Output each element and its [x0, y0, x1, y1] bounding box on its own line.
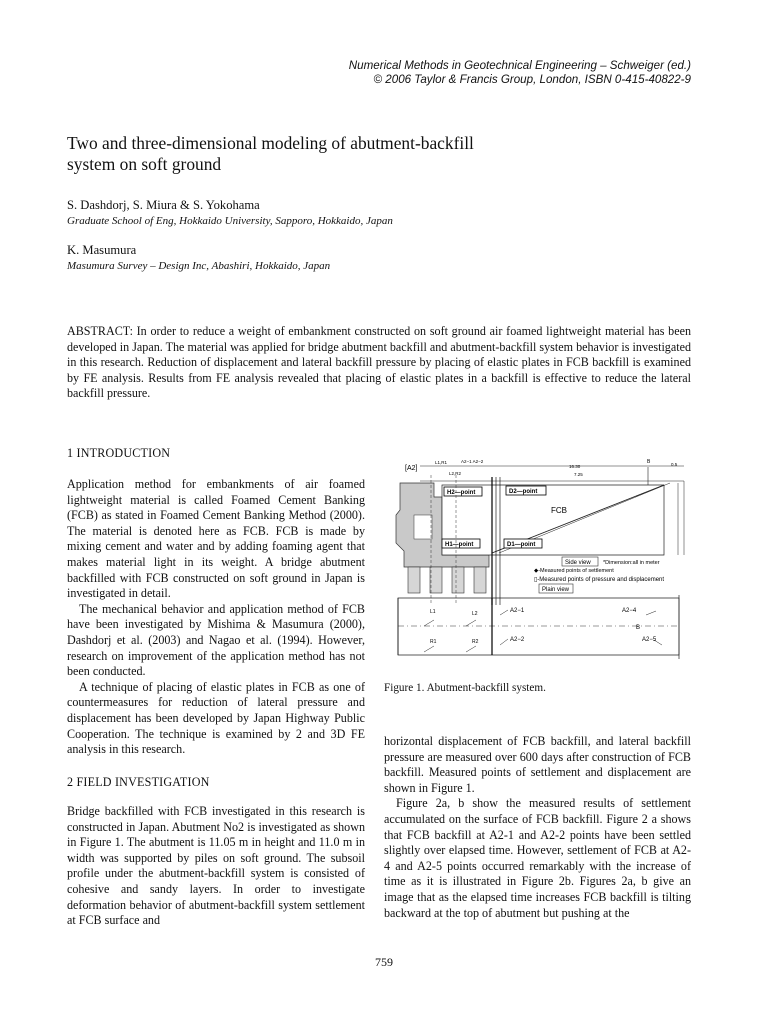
- label-r1: R1: [430, 639, 437, 645]
- author-names-2: K. Masumura: [67, 243, 137, 257]
- label-dim-1630: 16.30: [569, 464, 581, 469]
- intro-paragraph-3: A technique of placing of elastic plates in FCB as one of countermeasures for reduction of lateral pressure and displacement has been developed by Japan Highway Public Cooperation. The technique is examined by 2 and 3D FE analysis in this research.: [67, 679, 365, 757]
- label-r2: R2: [472, 639, 479, 645]
- author-affiliation-2: Masumura Survey – Design Inc, Abashiri, Hokkaido, Japan: [67, 260, 331, 272]
- author-affiliation-1: Graduate School of Eng, Hokkaido University, Sapporo, Hokkaido, Japan: [67, 215, 393, 227]
- label-side-view: Side view: [565, 560, 591, 566]
- label-h1-point: H1—point: [445, 542, 474, 548]
- field-investigation-body: [67, 804, 365, 929]
- label-h2-point: H2—point: [447, 490, 476, 496]
- right-paragraph-1: horizontal displacement of FCB backfill, and lateral backfill pressure are measured over 600 days after construction of FCB backfill. Measured points of settlement and displacement are shown in Figure 1.: [384, 734, 691, 795]
- label-legend-settlement: ◆-Measured points of settlement: [534, 568, 614, 574]
- title-line-1: Two and three-dimensional modeling of abutment-backfill: [67, 133, 474, 153]
- section-heading-field-investigation: 2 FIELD INVESTIGATION: [67, 775, 210, 789]
- abstract: ABSTRACT: In order to reduce a weight of embankment constructed on soft ground air foamed lightweight material has been developed in Japan. The material was applied for bridge abutment backfill and abutment-backfill system behavior is investigated in this research. Reduction of displacement and lateral backfill pressure by placing of elastic plates in FCB backfill is examined by FE analysis. Results from FE analysis revealed that placing of elastic plates in a backfill is effective to reduce the lateral backfill pressure.: [67, 324, 691, 401]
- page-number: 759: [375, 955, 393, 969]
- label-l1: L1: [430, 609, 436, 615]
- label-a2-2: A2−2: [510, 637, 525, 643]
- label-legend-pressure: ▯-Measured points of pressure and displacement: [534, 577, 665, 583]
- label-a2-5: A2−5: [642, 637, 657, 643]
- intro-paragraph-2: The mechanical behavior and application method of FCB have been investigated by Mishima & Masumura (2000), Dashdorj et al. (2003) and Nagao et al. (1994). However, research on improvement of the application method has not been conducted.: [67, 601, 365, 679]
- label-dim-725: 7.25: [574, 472, 583, 477]
- section-heading-introduction: 1 INTRODUCTION: [67, 446, 171, 460]
- title-line-2: system on soft ground: [67, 154, 222, 174]
- label-a2-1: A2−1: [510, 608, 525, 614]
- label-dimension-note: *Dimension:all in meter: [603, 560, 660, 566]
- label-b: B: [636, 625, 641, 631]
- introduction-body: [67, 477, 365, 758]
- figure-1-caption: Figure 1. Abutment-backfill system.: [384, 682, 546, 694]
- paper-title: [67, 133, 627, 175]
- label-fcb: FCB: [551, 506, 567, 515]
- label-top-a2: A2−1 A2−2: [461, 459, 484, 464]
- label-dim-l1r1: L1,R1: [435, 460, 448, 465]
- header-line-1: Numerical Methods in Geotechnical Engineering – Schweiger (ed.): [348, 59, 691, 72]
- label-plain-view: Plain view: [542, 587, 570, 593]
- abutment-backfill-diagram: [384, 455, 691, 661]
- right-paragraph-2: Figure 2a, b show the measured results of settlement accumulated on the surface of FCB backfill. Figure 2 a shows that FCB backfill at A2-1 and A2-2 points have been settled slightly over elapsed time. However, settlement of FCB at A2-4 and A2-5 points occurred remarkably with the increase of time as it is illustrated in Figure 2b. Figures 2a, b give an image that as the elapsed time increases FCB backfill is tilting backward at the top of abutment but pushing at the: [384, 796, 691, 920]
- label-l2: L2: [472, 611, 478, 617]
- figure-1: [384, 455, 691, 661]
- label-dim-05: 0.5: [671, 462, 678, 467]
- label-a2-4: A2−4: [622, 608, 637, 614]
- field-paragraph-1: Bridge backfilled with FCB investigated in this research is constructed in Japan. Abutment No2 is investigated as shown in Figure 1. The abutment is 11.05 m in height and 11.0 m in width was supported by piles on soft ground. The subsoil profile under the abutment-backfill system is consisted of cohesive and sandy layers. In order to investigate deformation behavior of abutment-backfill system settlement at FCB surface and: [67, 804, 365, 928]
- intro-paragraph-1: Application method for embankments of air foamed lightweight material is called Foamed Cement Banking (FCB) as stated in Foamed Cement Banking Method (2000). The material is denoted here as FCB. FCB is made by mixing cement and water and by adding foaming agent that makes material light in its weight. A bridge abutment backfilled with FCB constructed on soft ground in Japan is investigated in detail.: [67, 477, 365, 601]
- header-line-2: © 2006 Taylor & Francis Group, London, ISBN 0-415-40822-9: [373, 73, 691, 86]
- right-column-body: [384, 734, 691, 921]
- label-a2: [A2]: [405, 465, 418, 472]
- label-d2-point: D2—point: [509, 489, 538, 495]
- label-dim-l2r2: L2,R2: [449, 471, 462, 476]
- author-names-1: S. Dashdorj, S. Miura & S. Yokohama: [67, 198, 260, 212]
- label-top-b: B: [647, 459, 651, 465]
- label-d1-point: D1—point: [507, 542, 536, 548]
- running-header: [349, 59, 691, 87]
